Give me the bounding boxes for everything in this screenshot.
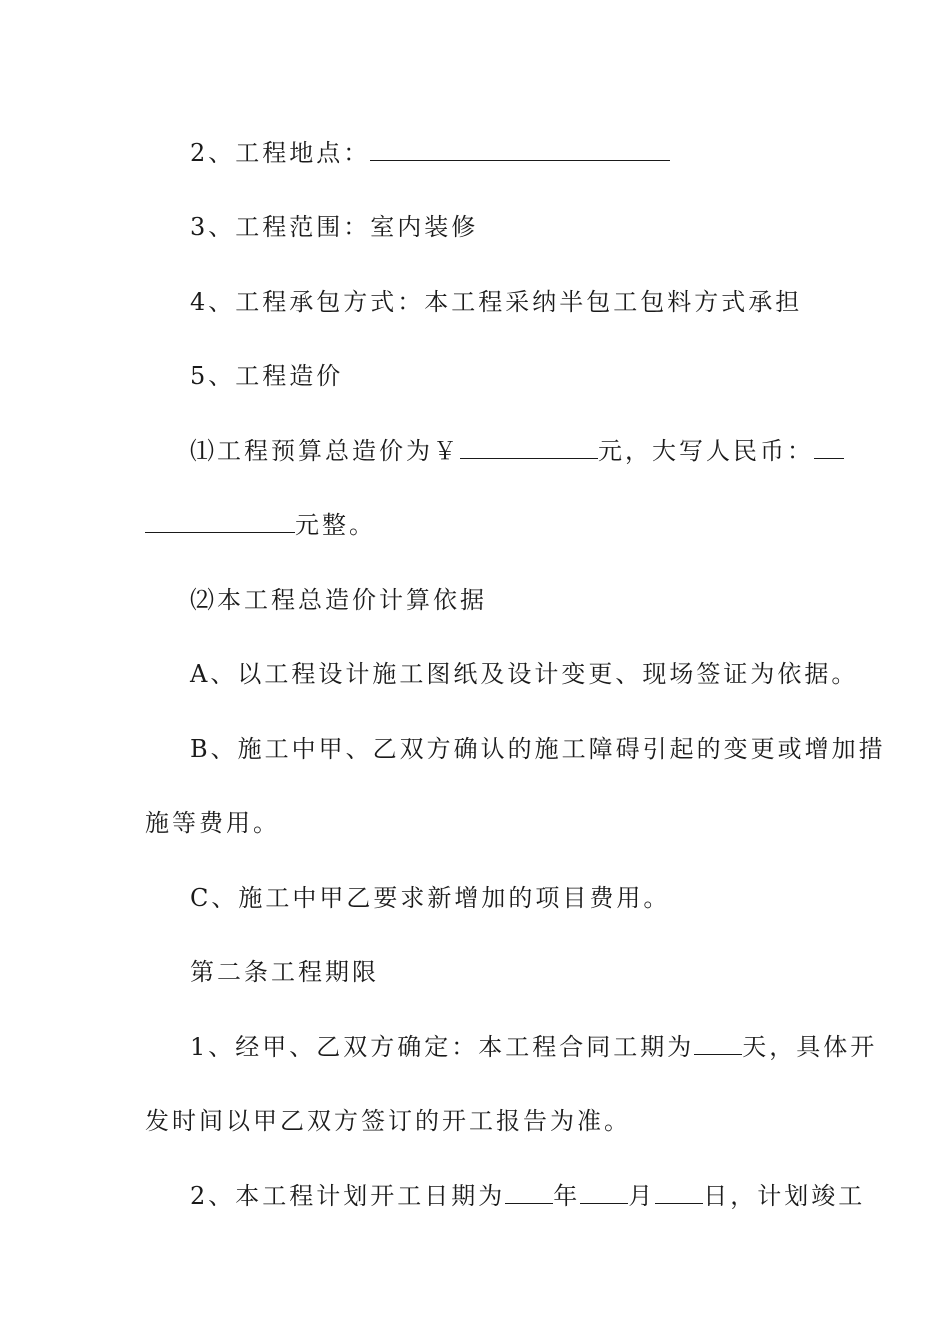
start-day-label: 日，计划竣工 (703, 1182, 866, 1210)
clause-cost-heading: 5、工程造价 (190, 362, 344, 390)
duration-label: 1、经甲、乙双方确定：本工程合同工期为 (190, 1033, 695, 1061)
clause-cost-basis: ⑵本工程总造价计算依据 (190, 586, 487, 614)
clause-basis-b: B、施工中甲、乙双方确认的施工障碍引起的变更或增加措 (190, 735, 886, 763)
clause-duration (190, 1032, 877, 1062)
budget-upper-blank (814, 436, 844, 459)
start-month-label: 月 (628, 1182, 656, 1210)
budget-upper-blank-cont (145, 510, 295, 533)
budget-amount-blank (460, 436, 598, 459)
start-year-label: 年 (553, 1182, 581, 1210)
start-date-label: 2、本工程计划开工日期为 (190, 1182, 506, 1210)
article-two-heading: 第二条工程期限 (190, 958, 379, 986)
budget-upper-label: 元，大写人民币： (598, 437, 814, 465)
budget-label: ⑴工程预算总造价为￥ (190, 437, 460, 465)
clause-location-label: 2、工程地点： (190, 139, 371, 167)
clause-budget-total-cont (145, 510, 376, 540)
location-blank (370, 138, 670, 161)
duration-days-blank (694, 1032, 742, 1055)
clause-contract-mode: 4、工程承包方式：本工程采纳半包工包料方式承担 (190, 288, 803, 316)
clause-location (190, 138, 670, 168)
start-month-blank (580, 1181, 628, 1204)
clause-duration-cont: 发时间以甲乙双方签订的开工报告为准。 (145, 1107, 631, 1135)
start-year-blank (505, 1181, 553, 1204)
duration-suffix: 天，具体开 (742, 1033, 878, 1061)
clause-basis-b-cont: 施等费用。 (145, 809, 280, 837)
clause-basis-a: A、以工程设计施工图纸及设计变更、现场签证为依据。 (190, 660, 859, 688)
clause-start-date (190, 1181, 865, 1211)
budget-suffix: 元整。 (295, 511, 376, 539)
start-day-blank (655, 1181, 703, 1204)
clause-budget-total (190, 436, 844, 466)
clause-basis-c: C、施工中甲乙要求新增加的项目费用。 (190, 884, 671, 912)
clause-scope: 3、工程范围：室内装修 (190, 213, 479, 241)
